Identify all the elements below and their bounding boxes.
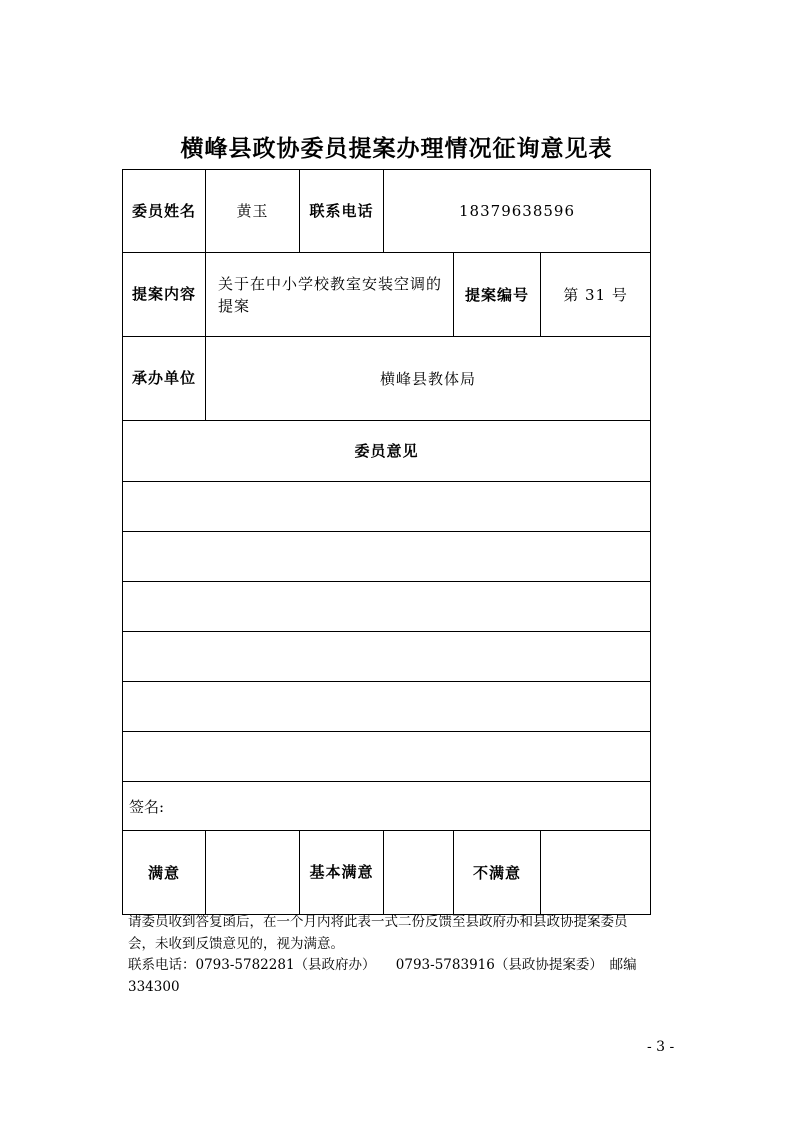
signature-label: 签名: (129, 797, 165, 816)
form-row-satisfaction (123, 831, 651, 915)
opinion-line-6[interactable] (123, 732, 651, 782)
opinion-line-5[interactable] (123, 682, 651, 732)
opinion-line-1[interactable] (123, 482, 651, 532)
opinion-line-2[interactable] (123, 532, 651, 582)
form-row-handling-unit (123, 337, 651, 421)
opinion-form-table (122, 169, 651, 915)
handling-unit-label: 承办单位 (131, 369, 196, 387)
form-row-signature (123, 782, 651, 831)
member-name-label-cell (123, 170, 206, 253)
handling-unit-label-cell (123, 337, 206, 421)
proposal-number-value-cell (541, 253, 651, 337)
notes-instruction: 请委员收到答复函后，在一个月内将此表一式二份反馈至县政府办和县政协提案委员会，未收到反馈意见的，视为满意。 (128, 914, 628, 952)
page-title: 横峰县政协委员提案办理情况征询意见表 (180, 136, 613, 162)
satisfied-label: 满意 (147, 863, 180, 882)
proposal-number-label-cell (454, 253, 541, 337)
notes (128, 912, 653, 998)
basically-satisfied-checkbox-cell[interactable] (384, 831, 454, 915)
member-name-value-cell (206, 170, 300, 253)
member-name-label: 委员姓名 (131, 201, 196, 220)
unsatisfied-label-cell (454, 831, 541, 915)
opinion-header: 委员意见 (354, 442, 419, 460)
form-row-member (123, 170, 651, 253)
proposal-content-label-cell (123, 253, 206, 337)
basically-satisfied-label-cell (300, 831, 384, 915)
form-row-proposal (123, 253, 651, 337)
proposal-number-label: 提案编号 (464, 285, 529, 304)
unsatisfied-checkbox-cell[interactable] (541, 831, 651, 915)
page-number: - 3 - (647, 1039, 675, 1055)
opinion-line-3[interactable] (123, 582, 651, 632)
member-name-value: 黄玉 (236, 202, 269, 220)
unsatisfied-label: 不满意 (472, 863, 521, 882)
phone-label: 联系电话 (309, 201, 374, 220)
proposal-content-value: 关于在中小学校教室安装空调的提案 (218, 274, 443, 315)
phone-label-cell (300, 170, 384, 253)
satisfied-label-cell (123, 831, 206, 915)
satisfied-checkbox-cell[interactable] (206, 831, 300, 915)
opinion-line-4[interactable] (123, 632, 651, 682)
handling-unit-value: 横峰县教体局 (380, 369, 477, 388)
phone-value: 18379638596 (459, 202, 575, 220)
basically-satisfied-label: 基本满意 (309, 863, 374, 881)
signature-cell[interactable] (123, 782, 651, 831)
opinion-header-cell (123, 421, 651, 482)
proposal-number-value: 第 31 号 (563, 285, 628, 304)
proposal-content-value-cell (206, 253, 454, 337)
proposal-content-label: 提案内容 (131, 285, 196, 303)
handling-unit-value-cell (206, 337, 651, 421)
notes-contact: 联系电话：0793-5782281（县政府办） 0793-5783916（县政协提案委） 邮编334300 (128, 957, 637, 995)
phone-value-cell (384, 170, 651, 253)
form-row-opinion-header (123, 421, 651, 482)
